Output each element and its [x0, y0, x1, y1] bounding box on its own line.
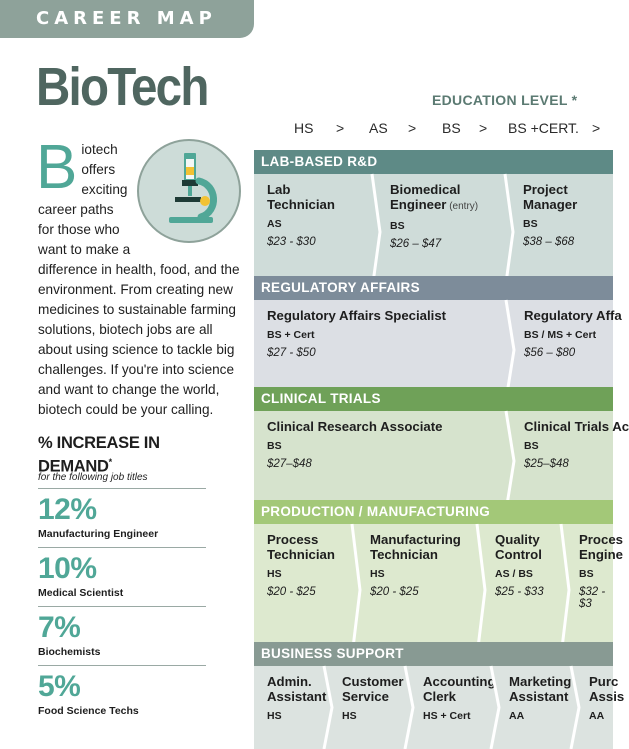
job-card [259, 411, 509, 511]
job-education: AS [267, 218, 282, 230]
job-title: Marketing Assistant [509, 674, 572, 704]
stat-job-title: Manufacturing Engineer [38, 528, 159, 540]
job-card [516, 411, 629, 511]
band-heading: BUSINESS SUPPORT [254, 642, 613, 666]
intro-line: challenges. If you're into science [38, 362, 235, 377]
job-education: BS + Cert [267, 329, 315, 341]
chevron-divider [348, 524, 362, 656]
job-pay-range: $20 - $25 [267, 586, 316, 598]
job-education: HS + Cert [423, 710, 471, 722]
job-pay-range: $20 - $25 [370, 586, 419, 598]
job-education: AA [589, 710, 605, 722]
band-body [254, 524, 623, 656]
stat-percent: 5% [38, 670, 81, 703]
intro-line: difference in health, food, and the [38, 262, 240, 277]
stat-job-title: Food Science Techs [38, 705, 139, 717]
step-separator: > [336, 120, 345, 136]
job-card [581, 666, 625, 749]
band-heading: CLINICAL TRIALS [254, 387, 613, 411]
intro-line: want to make a [38, 242, 131, 257]
career-band [254, 642, 625, 749]
job-title: Manufacturing Technician [370, 532, 461, 562]
intro-line: medicines to sustainable farming [38, 302, 236, 317]
education-level-heading: EDUCATION LEVEL * [432, 92, 578, 108]
job-card [516, 300, 622, 400]
job-education: BS [523, 218, 538, 230]
step-separator: > [479, 120, 488, 136]
band-body [254, 300, 622, 400]
chevron-divider [557, 524, 571, 656]
stat-job-title: Medical Scientist [38, 587, 124, 599]
chevron-divider [501, 174, 515, 290]
intro-line: about using science to tackle big [38, 342, 235, 357]
job-title: Admin. Assistant [267, 674, 327, 704]
career-band [254, 276, 622, 400]
demand-stat [38, 606, 206, 658]
career-band [254, 500, 623, 656]
job-education: BS [524, 440, 539, 452]
career-map-tab [0, 0, 254, 38]
job-title: Process Technician [267, 532, 335, 562]
stat-job-title: Biochemists [38, 646, 101, 658]
band-body [254, 666, 625, 749]
education-step: HS [294, 120, 314, 136]
job-card [571, 524, 623, 656]
job-education: HS [370, 568, 385, 580]
job-card [334, 666, 409, 749]
job-education: HS [267, 710, 282, 722]
job-education: BS / MS + Cert [524, 329, 597, 341]
intro-line: offers [81, 162, 116, 177]
job-card [259, 300, 509, 400]
demand-stat [38, 547, 206, 599]
career-band [254, 387, 629, 511]
job-card [259, 174, 375, 290]
job-pay-range: $27 - $50 [267, 347, 316, 359]
education-step: BS +CERT. [508, 120, 579, 136]
demand-stat [38, 665, 206, 717]
step-separator: > [592, 120, 601, 136]
career-map-label: CAREER MAP [36, 8, 217, 29]
chevron-divider [401, 666, 415, 749]
intro-line: career paths [38, 202, 114, 217]
job-card [515, 174, 613, 290]
chevron-divider [487, 666, 501, 749]
job-title: Clinical Trials Ac [524, 419, 629, 434]
stat-percent: 7% [38, 611, 81, 644]
job-pay-range: $25 - $33 [495, 586, 544, 598]
job-title: Project Manager [523, 182, 578, 212]
intro-paragraph [36, 133, 243, 420]
education-step: AS [369, 120, 388, 136]
band-heading: REGULATORY AFFAIRS [254, 276, 613, 300]
band-heading: LAB-BASED R&D [254, 150, 613, 174]
intro-line: for those who [38, 222, 120, 237]
job-card [415, 666, 495, 749]
job-title: Customer Service [342, 674, 404, 704]
band-body [254, 174, 613, 290]
job-education: HS [342, 710, 357, 722]
chevron-divider [567, 666, 581, 749]
dropcap-letter: B [36, 133, 78, 202]
chevron-divider [320, 666, 334, 749]
demand-stat [38, 488, 206, 540]
job-education: AS / BS [495, 568, 533, 580]
job-pay-range: $38 – $68 [523, 236, 575, 248]
job-pay-range: $32 - $3 [579, 586, 606, 610]
job-title: Proces Engine [579, 532, 623, 562]
band-heading: PRODUCTION / MANUFACTURING [254, 500, 613, 524]
job-pay-range: $26 – $47 [390, 238, 442, 250]
job-title: Regulatory Affairs Specialist [267, 308, 447, 323]
chevron-divider [368, 174, 382, 290]
step-separator: > [408, 120, 417, 136]
stat-percent: 10% [38, 552, 97, 585]
job-card [487, 524, 565, 656]
job-education: HS [267, 568, 282, 580]
intro-line: iotech [81, 142, 118, 157]
demand-subtitle: for the following job titles [38, 472, 148, 483]
job-card [259, 524, 355, 656]
intro-line: environment. From creating new [38, 282, 233, 297]
chevron-divider [502, 300, 516, 400]
job-pay-range: $56 – $80 [524, 347, 576, 359]
job-pay-range: $25–$48 [524, 458, 569, 470]
job-title: Lab Technician [267, 182, 335, 212]
band-body [254, 411, 629, 511]
job-card [382, 174, 509, 290]
intro-line: solutions, biotech jobs are all [38, 322, 213, 337]
job-title: Purc Assis [589, 674, 625, 704]
education-step: BS [442, 120, 461, 136]
job-card [259, 666, 327, 749]
demand-heading: % INCREASE IN DEMAND* [38, 434, 160, 476]
job-education: BS [267, 440, 282, 452]
job-card [362, 524, 481, 656]
job-education: BS [390, 220, 405, 232]
entry-level-note: (entry) [446, 201, 479, 212]
job-education: BS [579, 568, 594, 580]
job-title: Biomedical Engineer (entry) [390, 182, 479, 212]
chevron-divider [502, 411, 516, 511]
job-title: Clinical Research Associate [267, 419, 443, 434]
intro-line: biotech could be your calling. [38, 402, 214, 417]
job-pay-range: $27–$48 [267, 458, 312, 470]
chevron-divider [473, 524, 487, 656]
career-band [254, 150, 613, 290]
job-title: Regulatory Affa [524, 308, 622, 323]
intro-line: and want to change the world, [38, 382, 220, 397]
job-education: AA [509, 710, 525, 722]
job-pay-range: $23 - $30 [267, 236, 316, 248]
job-title: Accounting Clerk [423, 674, 496, 704]
job-title: Quality Control [495, 532, 542, 562]
page-title: BioTech [36, 57, 208, 117]
intro-line: exciting [81, 182, 128, 197]
job-card [501, 666, 575, 749]
stat-percent: 12% [38, 493, 97, 526]
